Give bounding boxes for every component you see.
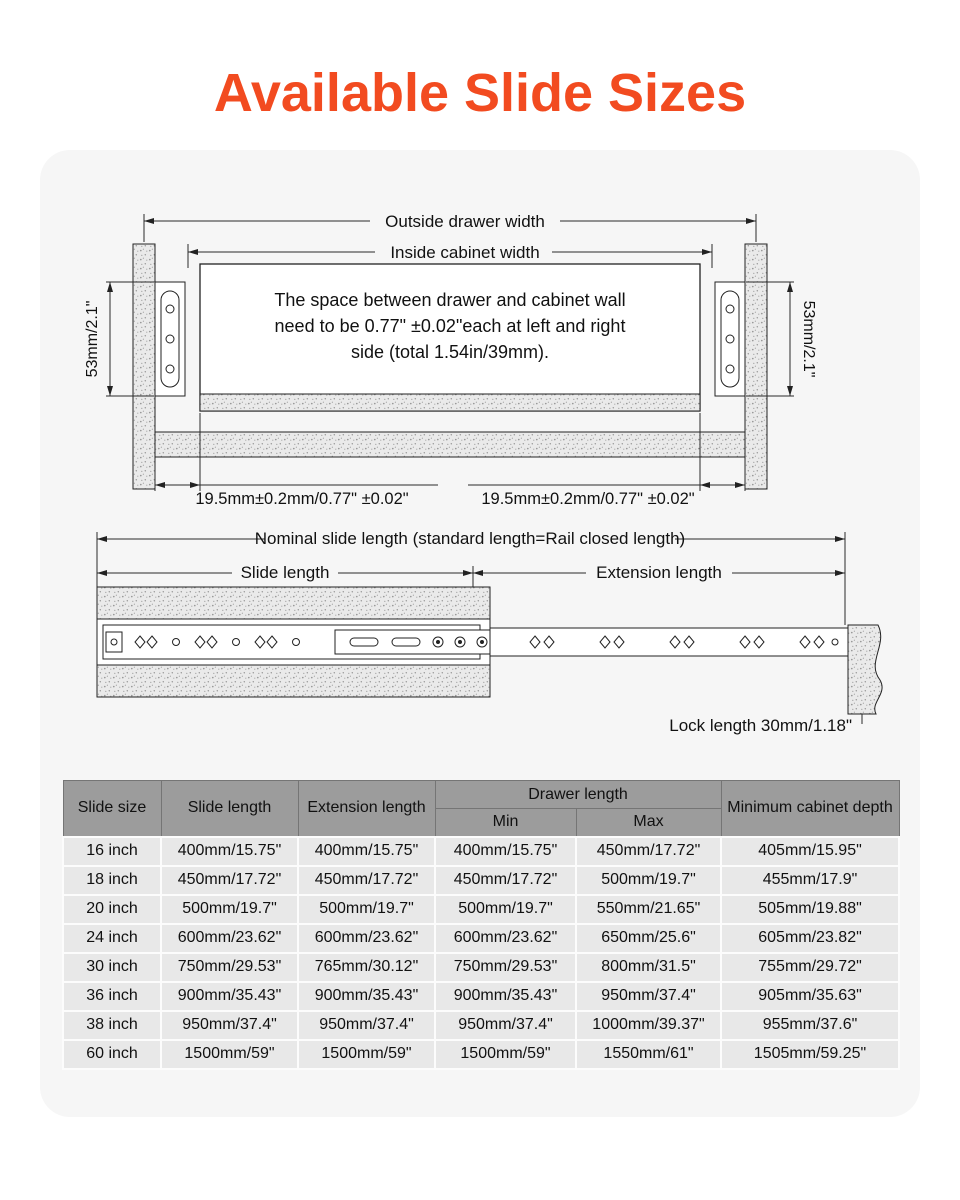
table-cell: 1505mm/59.25" (721, 1040, 899, 1069)
table-cell: 400mm/15.75" (435, 837, 576, 866)
table-cell: 950mm/37.4" (435, 1011, 576, 1040)
table-cell: 20 inch (63, 895, 161, 924)
table-cell: 400mm/15.75" (161, 837, 298, 866)
table-row (63, 924, 899, 953)
table-row (63, 837, 899, 866)
right-slide-rail (715, 282, 745, 396)
table-row (63, 866, 899, 895)
table-cell: 955mm/37.6" (721, 1011, 899, 1040)
clearance-note-line1: The space between drawer and cabinet wall (274, 290, 626, 310)
lock-length-label: Lock length 30mm/1.18" (669, 716, 852, 735)
inside-width-label: Inside cabinet width (390, 243, 540, 262)
table-cell: 600mm/23.62" (298, 924, 435, 953)
table-row (63, 953, 899, 982)
table-cell: 800mm/31.5" (576, 953, 721, 982)
outside-width-label: Outside drawer width (385, 212, 545, 231)
header-slide-size: Slide size (63, 781, 161, 837)
table-cell: 950mm/37.4" (576, 982, 721, 1011)
bottom-left-gap-label: 19.5mm±0.2mm/0.77" ±0.02" (195, 490, 409, 508)
slide-length-diagram (40, 522, 920, 757)
table-cell: 500mm/19.7" (435, 895, 576, 924)
table-cell: 900mm/35.43" (435, 982, 576, 1011)
table-cell: 500mm/19.7" (161, 895, 298, 924)
nominal-length-label: Nominal slide length (standard length=Rail closed length) (254, 529, 686, 548)
header-drawer-length: Drawer length (435, 781, 721, 809)
table-row (63, 895, 899, 924)
table-cell: 950mm/37.4" (161, 1011, 298, 1040)
table-cell: 900mm/35.43" (161, 982, 298, 1011)
table-row (63, 1011, 899, 1040)
table-cell: 450mm/17.72" (161, 866, 298, 895)
table-cell: 400mm/15.75" (298, 837, 435, 866)
table-cell: 1500mm/59" (298, 1040, 435, 1069)
header-max: Max (576, 809, 721, 837)
size-table (62, 780, 900, 1070)
content-panel (40, 150, 920, 1117)
table-cell: 1550mm/61" (576, 1040, 721, 1069)
table-cell: 455mm/17.9" (721, 866, 899, 895)
table-cell: 16 inch (63, 837, 161, 866)
table-cell: 900mm/35.43" (298, 982, 435, 1011)
table-cell: 30 inch (63, 953, 161, 982)
table-cell: 600mm/23.62" (435, 924, 576, 953)
left-clearance-label: 53mm/2.1" (84, 300, 101, 378)
table-cell: 550mm/21.65" (576, 895, 721, 924)
table-cell: 1000mm/39.37" (576, 1011, 721, 1040)
header-extension-length: Extension length (298, 781, 435, 837)
table-cell: 905mm/35.63" (721, 982, 899, 1011)
table-cell: 60 inch (63, 1040, 161, 1069)
table-cell: 755mm/29.72" (721, 953, 899, 982)
header-min: Min (435, 809, 576, 837)
table-cell: 500mm/19.7" (576, 866, 721, 895)
table-cell: 750mm/29.53" (161, 953, 298, 982)
installation-diagram (40, 194, 920, 524)
page-title: Available Slide Sizes (213, 63, 747, 123)
table-cell: 1500mm/59" (161, 1040, 298, 1069)
table-cell: 605mm/23.82" (721, 924, 899, 953)
size-table-container (62, 780, 898, 1070)
clearance-note-line2: need to be 0.77" ±0.02"each at left and right (274, 316, 626, 336)
drawer-front-block (848, 625, 882, 714)
clearance-note-line3: side (total 1.54in/39mm). (350, 342, 550, 362)
table-cell: 36 inch (63, 982, 161, 1011)
bottom-right-gap-label: 19.5mm±0.2mm/0.77" ±0.02" (481, 490, 695, 508)
left-cabinet-wall (133, 244, 155, 489)
table-header-row (63, 781, 899, 809)
drawer-box (200, 264, 700, 411)
table-row (63, 982, 899, 1011)
table-cell: 24 inch (63, 924, 161, 953)
slide-length-label: Slide length (240, 563, 330, 582)
middle-rail-carriage (335, 630, 510, 654)
table-cell: 600mm/23.62" (161, 924, 298, 953)
table-cell: 38 inch (63, 1011, 161, 1040)
cabinet-bottom-board (155, 432, 745, 457)
table-cell: 1500mm/59" (435, 1040, 576, 1069)
table-cell: 950mm/37.4" (298, 1011, 435, 1040)
table-cell: 505mm/19.88" (721, 895, 899, 924)
table-cell: 450mm/17.72" (576, 837, 721, 866)
table-cell: 650mm/25.6" (576, 924, 721, 953)
extended-rail (490, 628, 848, 656)
drawer-bottom-panel (200, 394, 700, 411)
table-cell: 18 inch (63, 866, 161, 895)
header-minimum-cabinet-depth: Minimum cabinet depth (721, 781, 899, 837)
table-cell: 450mm/17.72" (298, 866, 435, 895)
table-cell: 450mm/17.72" (435, 866, 576, 895)
extension-length-label: Extension length (596, 563, 722, 582)
table-cell: 500mm/19.7" (298, 895, 435, 924)
table-row (63, 1040, 899, 1069)
table-cell: 405mm/15.95" (721, 837, 899, 866)
right-clearance-label: 53mm/2.1" (800, 300, 817, 378)
right-cabinet-wall (745, 244, 767, 489)
header-slide-length: Slide length (161, 781, 298, 837)
table-cell: 750mm/29.53" (435, 953, 576, 982)
left-slide-rail (155, 282, 185, 396)
table-cell: 765mm/30.12" (298, 953, 435, 982)
